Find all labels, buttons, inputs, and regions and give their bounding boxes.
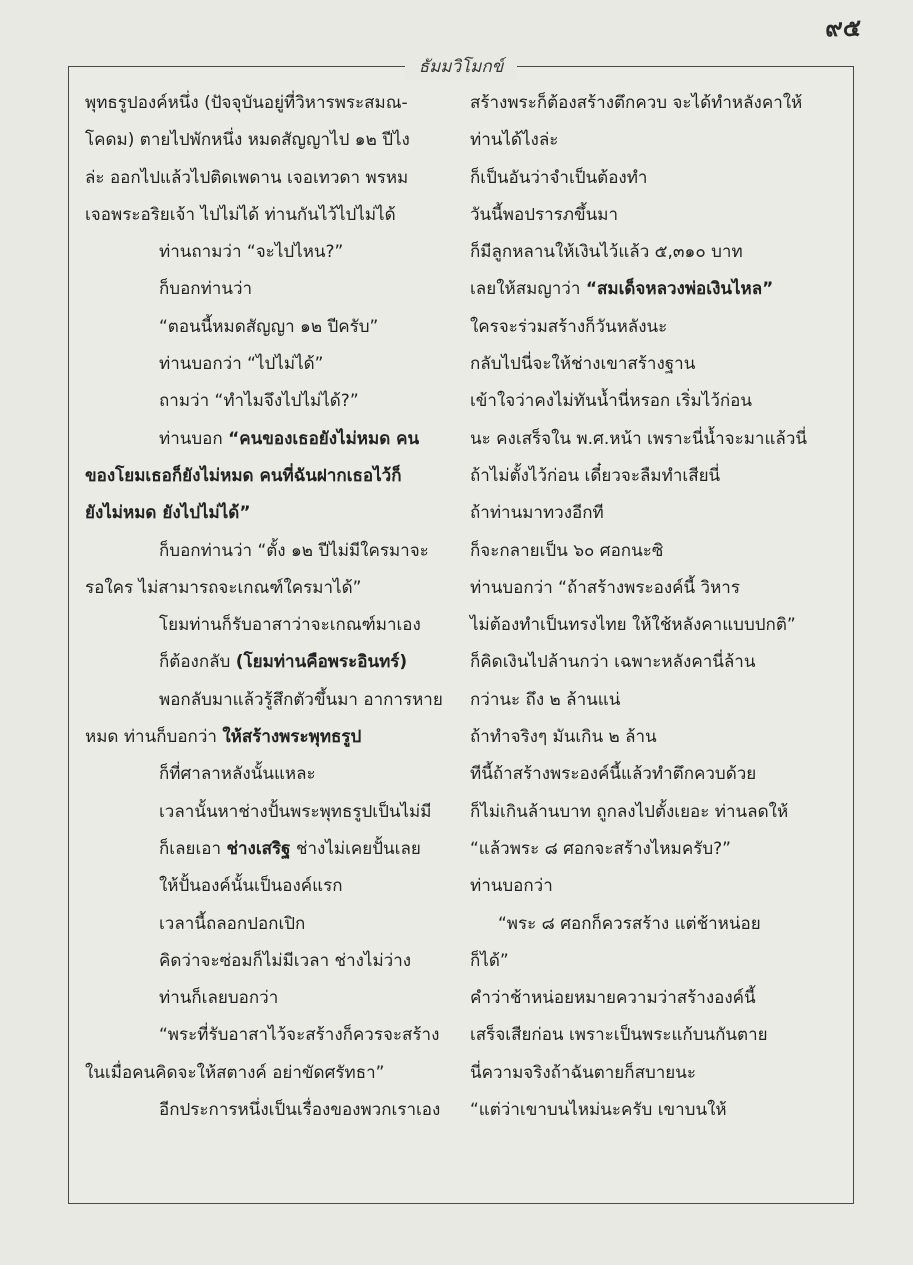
text-run: ในเมื่อคนคิดจะให้สตางค์ อย่าขัดศรัทธา”: [85, 1062, 385, 1083]
right-column: [470, 85, 846, 1129]
text-run: ใครจะร่วมสร้างก็วันหลังนะ: [470, 316, 668, 337]
text-run: เจอพระอริยเจ้า ไปไม่ได้ ท่านกันไว้ไปไม่ได้: [85, 204, 396, 225]
right-text-line: [470, 570, 846, 607]
right-text-line: [470, 160, 846, 197]
bold-text: ของโยมเธอก็ยังไม่หมด คนที่ฉันฝากเธอไว้ก็: [85, 465, 402, 486]
text-run: ถ้าท่านมาทวงอีกที: [470, 503, 604, 524]
bold-text: ให้สร้างพระพุทธรูป: [222, 727, 362, 748]
bold-text: (โยมท่านคือพระอินทร์): [235, 652, 408, 673]
text-run: ก็จะกลายเป็น ๖๐ ศอกนะซิ: [470, 540, 664, 561]
right-text-line: [470, 868, 846, 905]
text-run: ก็ต้องกลับ: [159, 652, 236, 673]
text-run: ท่านถามว่า “จะไปไหน?”: [159, 242, 344, 263]
text-run: ก็บอกท่านว่า: [159, 279, 253, 300]
text-run: ก็มีลูกหลานให้เงินไว้แล้ว ๕,๓๑๐ บาท: [470, 242, 743, 263]
text-run: ท่านบอกว่า “ไปไม่ได้”: [159, 354, 324, 375]
text-run: ท่านบอกว่า “ถ้าสร้างพระองค์นี้ วิหาร: [470, 577, 740, 598]
right-text-line: [470, 682, 846, 719]
left-text-line: [85, 943, 465, 980]
bold-text: “สมเด็จหลวงพ่อเงินไหล”: [585, 279, 774, 300]
right-text-line: [470, 644, 846, 681]
text-run: ท่านก็เลยบอกว่า: [159, 988, 279, 1009]
right-text-line: [470, 831, 846, 868]
left-text-line: [85, 533, 465, 570]
left-text-line: [85, 1092, 465, 1129]
right-text-line: [470, 122, 846, 159]
bold-text: ช่างเสริฐ: [226, 838, 291, 859]
text-run: คำว่าช้าหน่อยหมายความว่าสร้างองค์นี้: [470, 988, 756, 1009]
text-run: ช่างไม่เคยปั้นเลย: [290, 838, 421, 859]
text-run: สร้างพระก็ต้องสร้างตึกควบ จะได้ทำหลังคาให้: [470, 93, 803, 113]
left-text-line: [85, 458, 465, 495]
text-run: โยมท่านก็รับอาสาว่าจะเกณฑ์มาเอง: [159, 615, 421, 636]
right-text-line: [470, 943, 846, 980]
bold-text: ยังไม่หมด ยังไปไม่ได้”: [85, 503, 251, 524]
text-run: กลับไปนี่จะให้ช่างเขาสร้างฐาน: [470, 354, 696, 375]
running-header: [69, 53, 853, 80]
text-run: เข้าใจว่าคงไม่ทันน้ำนี่หรอก เริ่มไว้ก่อน: [470, 391, 752, 412]
text-run: รอใคร ไม่สามารถจะเกณฑ์ใครมาได้”: [85, 577, 362, 598]
left-text-line: [85, 271, 465, 308]
text-run: โคดม) ตายไปพักหนึ่ง หมดสัญญาไป ๑๒ ปีไง: [85, 130, 410, 151]
right-text-line: [470, 197, 846, 234]
right-text-line: [470, 906, 846, 943]
text-run: เวลานี้ถลอกปอกเปิก: [159, 913, 306, 934]
right-text-line: [470, 495, 846, 532]
left-text-line: [85, 980, 465, 1017]
right-text-line: [470, 719, 846, 756]
text-run: ท่านบอก: [159, 428, 229, 449]
text-run: ก็บอกท่านว่า “ตั้ง ๑๒ ปีไม่มีใครมาจะ: [159, 540, 429, 561]
page-number: ๙๕: [825, 14, 861, 42]
left-text-line: [85, 85, 465, 122]
text-run: เลยให้สมญาว่า: [470, 279, 586, 300]
text-run: ทีนี้ถ้าสร้างพระองค์นี้แล้วทำตึกควบด้วย: [470, 764, 757, 785]
right-text-line: [470, 980, 846, 1017]
text-frame: [68, 57, 854, 1204]
running-header-title: ธัมมวิโมกข์: [405, 53, 518, 80]
right-text-line: [470, 1092, 846, 1129]
text-run: ก็ที่ศาลาหลังนั้นแหละ: [159, 764, 316, 785]
left-text-line: [85, 831, 465, 868]
text-run: ท่านได้ไงล่ะ: [470, 130, 559, 151]
left-text-line: [85, 644, 465, 681]
right-text-line: [470, 271, 846, 308]
right-text-line: [470, 794, 846, 831]
text-run: ให้ปั้นองค์นั้นเป็นองค์แรก: [159, 876, 343, 897]
left-text-line: [85, 160, 465, 197]
text-run: ก็เลยเอา: [159, 838, 227, 859]
left-text-line: [85, 421, 465, 458]
left-text-line: [85, 682, 465, 719]
text-run: อีกประการหนึ่งเป็นเรื่องของพวกเราเอง: [159, 1100, 441, 1121]
right-text-line: [470, 421, 846, 458]
text-run: พุทธรูปองค์หนึ่ง (ปัจจุบันอยู่ที่วิหารพระสมณ-: [85, 93, 408, 113]
text-run: วันนี้พอปรารภขึ้นมา: [470, 204, 619, 225]
right-text-line: [470, 85, 846, 122]
text-run: ก็ได้”: [470, 950, 509, 971]
text-run: กว่านะ ถึง ๒ ล้านแน่: [470, 689, 621, 710]
text-run: ไม่ต้องทำเป็นทรงไทย ให้ใช้หลังคาแบบปกติ”: [470, 615, 796, 636]
text-run: คิดว่าจะซ่อมก็ไม่มีเวลา ช่างไม่ว่าง: [159, 950, 412, 971]
text-run: “พระที่รับอาสาไว้จะสร้างก็ควรจะสร้าง: [159, 1025, 440, 1046]
text-run: ถามว่า “ทำไมจึงไปไม่ได้?”: [159, 391, 359, 412]
text-run: ท่านบอกว่า: [470, 876, 553, 897]
text-run: ก็ไม่เกินล้านบาท ถูกลงไปตั้งเยอะ ท่านลดให้: [470, 801, 789, 822]
right-text-line: [470, 1017, 846, 1054]
left-text-line: [85, 570, 465, 607]
left-text-line: [85, 309, 465, 346]
text-run: พอกลับมาแล้วรู้สึกตัวขึ้นมา อาการหาย: [159, 689, 443, 710]
right-text-line: [470, 607, 846, 644]
left-text-line: [85, 756, 465, 793]
text-run: หมด ท่านก็บอกว่า: [85, 727, 223, 748]
bold-text: “คนของเธอยังไม่หมด คน: [228, 428, 420, 449]
text-run: เวลานั้นหาช่างปั้นพระพุทธรูปเป็นไม่มี: [159, 801, 432, 822]
left-text-line: [85, 719, 465, 756]
left-text-line: [85, 794, 465, 831]
left-text-line: [85, 607, 465, 644]
text-run: “แล้วพระ ๘ ศอกจะสร้างไหมครับ?”: [470, 838, 731, 859]
right-text-line: [470, 383, 846, 420]
left-column: [85, 85, 465, 1129]
text-run: เสร็จเสียก่อน เพราะเป็นพระแก้บนกันตาย: [470, 1025, 768, 1046]
right-text-line: [470, 1055, 846, 1092]
left-text-line: [85, 906, 465, 943]
text-run: “ตอนนี้หมดสัญญา ๑๒ ปีครับ”: [159, 316, 379, 337]
left-text-line: [85, 868, 465, 905]
left-text-line: [85, 122, 465, 159]
text-run: ก็เป็นอันว่าจำเป็นต้องทำ: [470, 167, 648, 188]
left-text-line: [85, 197, 465, 234]
text-run: “พระ ๘ ศอกก็ควรสร้าง แต่ช้าหน่อย: [498, 913, 761, 934]
text-run: นี่ความจริงถ้าฉันตายก็สบายนะ: [470, 1062, 696, 1083]
text-run: นะ คงเสร็จใน พ.ศ.หน้า เพราะนี่น้ำจะมาแล้วนี่: [470, 428, 808, 449]
right-text-line: [470, 309, 846, 346]
right-text-line: [470, 234, 846, 271]
right-text-line: [470, 346, 846, 383]
left-text-line: [85, 1055, 465, 1092]
left-text-line: [85, 1017, 465, 1054]
right-text-line: [470, 458, 846, 495]
text-run: “แต่ว่าเขาบนไหม่นะครับ เขาบนให้: [470, 1100, 727, 1121]
left-text-line: [85, 495, 465, 532]
text-run: ถ้าไม่ตั้งไว้ก่อน เดี๋ยวจะลืมทำเสียนี่: [470, 465, 721, 486]
left-text-line: [85, 234, 465, 271]
left-text-line: [85, 346, 465, 383]
right-text-line: [470, 756, 846, 793]
text-run: ล่ะ ออกไปแล้วไปติดเพดาน เจอเทวดา พรหม: [85, 167, 409, 188]
text-run: ถ้าทำจริงๆ มันเกิน ๒ ล้าน: [470, 727, 657, 748]
left-text-line: [85, 383, 465, 420]
right-text-line: [470, 533, 846, 570]
text-run: ก็คิดเงินไปล้านกว่า เฉพาะหลังคานี่ล้าน: [470, 652, 756, 673]
